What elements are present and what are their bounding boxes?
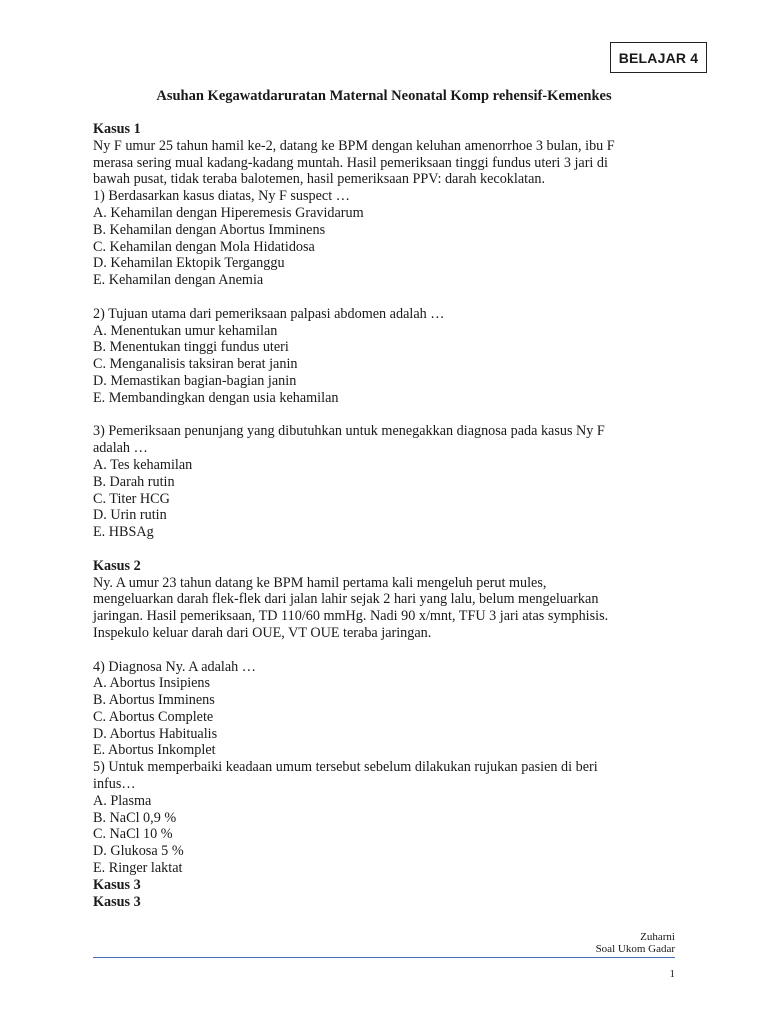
answer-option: E. Ringer laktat — [93, 860, 183, 877]
answer-option: B. Darah rutin — [93, 473, 175, 490]
case-heading: Kasus 2 — [93, 557, 141, 574]
footer-author: Zuharni — [640, 931, 675, 943]
answer-option: E. HBSAg — [93, 524, 154, 541]
answer-option: A. Tes kehamilan — [93, 456, 193, 473]
case-text-line: merasa sering mual kadang-kadang muntah. Hasil pemeriksaan tinggi fundus uteri 3 jari di — [93, 154, 608, 171]
answer-option: D. Memastikan bagian-bagian janin — [93, 372, 297, 389]
answer-option: C. NaCl 10 % — [93, 826, 173, 843]
answer-option: D. Urin rutin — [93, 507, 167, 524]
answer-option: A. Plasma — [93, 792, 152, 809]
answer-option: C. Menganalisis taksiran berat janin — [93, 356, 298, 373]
question-text: 1) Berdasarkan kasus diatas, Ny F suspect … — [93, 188, 350, 205]
question-text: 2) Tujuan utama dari pemeriksaan palpasi abdomen adalah … — [93, 305, 445, 322]
answer-option: D. Kehamilan Ektopik Terganggu — [93, 255, 285, 272]
question-text: 4) Diagnosa Ny. A adalah … — [93, 658, 256, 675]
question-text: 5) Untuk memperbaiki keadaan umum tersebut sebelum dilakukan rujukan pasien di beri — [93, 759, 598, 776]
answer-option: E. Kehamilan dengan Anemia — [93, 272, 264, 289]
case-text-line: jaringan. Hasil pemeriksaan, TD 110/60 mmHg. Nadi 90 x/mnt, TFU 3 jari atas symphisis. — [93, 608, 609, 625]
answer-option: A. Kehamilan dengan Hiperemesis Gravidarum — [93, 204, 364, 221]
footer-subtitle: Soal Ukom Gadar — [595, 943, 675, 955]
document-title: Asuhan Kegawatdaruratan Maternal Neonatal Komp rehensif-Kemenkes — [156, 88, 612, 104]
spacer — [93, 541, 683, 558]
answer-option: C. Abortus Complete — [93, 708, 214, 725]
case-text-line: Ny F umur 25 tahun hamil ke-2, datang ke BPM dengan keluhan amenorrhoe 3 bulan, ibu F — [93, 137, 615, 154]
answer-option: E. Membandingkan dengan usia kehamilan — [93, 389, 339, 406]
footer-divider — [93, 957, 675, 958]
answer-option: D. Glukosa 5 % — [93, 843, 184, 860]
answer-option: A. Abortus Insipiens — [93, 675, 211, 692]
case-heading: Kasus 1 — [93, 121, 141, 137]
answer-option: B. Abortus Imminens — [93, 692, 215, 709]
answer-option: E. Abortus Inkomplet — [93, 742, 216, 759]
answer-option: D. Abortus Habitualis — [93, 725, 218, 742]
page-number: 1 — [669, 968, 675, 980]
answer-option: B. Menentukan tinggi fundus uteri — [93, 339, 289, 356]
section-badge: BELAJAR 4 — [610, 42, 707, 73]
case-text-line: mengeluarkan darah flek-flek dari jalan lahir sejak 2 hari yang lalu, belum mengeluarkan — [93, 591, 599, 608]
answer-option: C. Kehamilan dengan Mola Hidatidosa — [93, 238, 315, 255]
case-text-line: Ny. A umur 23 tahun datang ke BPM hamil pertama kali mengeluh perut mules, — [93, 574, 547, 591]
answer-option: C. Titer HCG — [93, 490, 170, 507]
answer-option: B. NaCl 0,9 % — [93, 809, 177, 826]
case-text-line: Inspekulo keluar darah dari OUE, VT OUE teraba jaringan. — [93, 624, 432, 641]
spacer — [93, 407, 683, 424]
question-text: adalah … — [93, 440, 148, 457]
case-heading: Kasus 3 — [93, 893, 141, 910]
spacer — [93, 642, 683, 659]
spacer — [93, 289, 683, 306]
case-heading: Kasus 3 — [93, 876, 141, 893]
case-text-line: bawah pusat, tidak teraba balotemen, hasil pemeriksaan PPV: darah kecoklatan. — [93, 171, 546, 188]
question-text: infus… — [93, 776, 136, 793]
question-text: 3) Pemeriksaan penunjang yang dibutuhkan untuk menegakkan diagnosa pada kasus Ny F — [93, 423, 605, 440]
answer-option: A. Menentukan umur kehamilan — [93, 322, 278, 339]
document-body — [93, 121, 683, 910]
answer-option: B. Kehamilan dengan Abortus Imminens — [93, 221, 326, 238]
